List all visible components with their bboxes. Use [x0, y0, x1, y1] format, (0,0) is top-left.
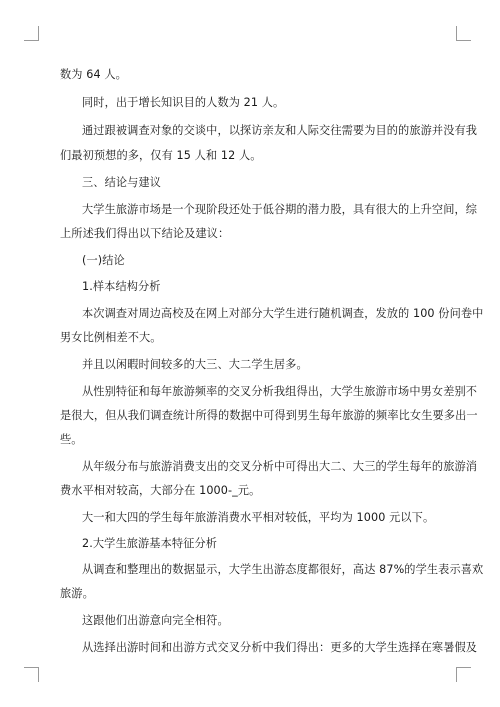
text-line: 费水平相对较高，大部分在 1000-_元。: [60, 484, 261, 497]
subsection-heading: 1.样本结构分析: [82, 280, 161, 293]
crop-mark-bottom-left: [24, 667, 39, 682]
text-line: 通过跟被调查对象的交谈中，以探访亲友和人际交往需要为目的的旅游并没有我: [82, 124, 478, 137]
text-line: 上所述我们得出以下结论及建议：: [60, 227, 230, 240]
crop-mark-top-right: [456, 26, 471, 41]
subsection-heading: 2.大学生旅游基本特征分析: [82, 537, 218, 550]
text-line: 数为 64 人。: [60, 68, 127, 81]
text-line: 本次调查对周边高校及在网上对部分大学生进行随机调查，发放的 100 份问卷中: [82, 307, 484, 320]
subsection-heading: (一)结论: [82, 254, 125, 267]
text-line: 同时，出于增长知识目的人数为 21 人。: [82, 96, 285, 109]
text-line: 从性别特征和每年旅游频率的交叉分析我组得出，大学生旅游市场中男女差别不: [82, 385, 478, 398]
text-line: 旅游。: [60, 587, 94, 600]
crop-mark-bottom-right: [456, 667, 471, 682]
text-line: 并且以闲暇时间较多的大三、大二学生居多。: [82, 358, 308, 371]
text-line: 些。: [60, 433, 83, 446]
text-line: 们最初预想的多，仅有 15 人和 12 人。: [60, 149, 262, 162]
text-line: 大一和大四的学生每年旅游消费水平相对较低，平均为 1000 元以下。: [82, 511, 435, 524]
text-line: 这跟他们出游意向完全相符。: [82, 614, 229, 627]
section-heading: 三、结论与建议: [82, 176, 162, 189]
text-line: 从选择出游时间和出游方式交叉分析中我们得出：更多的大学生选择在寒暑假及: [82, 641, 478, 654]
text-line: 是很大，但从我们调查统计所得的数据中可得到男生每年旅游的频率比女生要多出一: [60, 409, 478, 422]
crop-mark-top-left: [24, 26, 39, 41]
text-line: 大学生旅游市场是一个现阶段还处于低谷期的潜力股，具有很大的上升空间，综: [82, 203, 478, 216]
text-line: 从调查和整理出的数据显示，大学生出游态度都很好，高达 87%的学生表示喜欢: [82, 563, 484, 576]
text-line: 从年级分布与旅游消费支出的交叉分析中可得出大二、大三的学生每年的旅游消: [82, 460, 478, 473]
text-line: 男女比例相差不大。: [60, 331, 162, 344]
